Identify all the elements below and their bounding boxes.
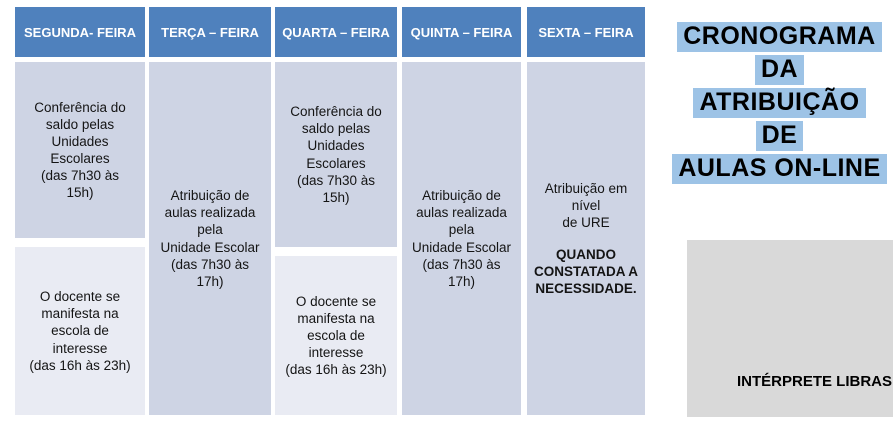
- column-terca: [149, 7, 271, 415]
- cell-terca: [149, 62, 271, 415]
- column-header-label: QUARTA – FEIRA: [282, 24, 390, 40]
- cell-text: Atribuição em nível de URE: [544, 180, 628, 230]
- cell-text: Atribuição de aulas realizada pela Unidade Escolar (das 7h30 às 17h): [411, 188, 512, 289]
- title-line: [664, 88, 895, 118]
- cell-emphasis-text: QUANDO CONSTATADA A NECESSIDADE.: [534, 247, 638, 297]
- column-header-sexta: [527, 7, 645, 57]
- column-header-segunda: [15, 7, 145, 57]
- title-highlight: DA: [755, 55, 804, 85]
- libras-interpreter-label: INTÉRPRETE LIBRAS: [736, 373, 892, 390]
- title-line: [664, 55, 895, 85]
- column-quinta: [402, 7, 521, 415]
- column-header-label: SEXTA – FEIRA: [538, 24, 634, 40]
- column-header-label: QUINTA – FEIRA: [410, 24, 513, 40]
- cell-quarta-tarde: [275, 256, 397, 415]
- title-highlight: ATRIBUIÇÃO: [693, 88, 865, 118]
- title-highlight: CRONOGRAMA: [677, 22, 882, 52]
- column-header-quinta: [402, 7, 521, 57]
- column-quarta: [275, 7, 397, 415]
- column-segunda: [15, 7, 145, 415]
- column-sexta: [527, 7, 645, 415]
- title-line: [664, 22, 895, 52]
- cell-text: O docente se manifesta na escola de interesse (das 16h às 23h): [285, 293, 387, 378]
- cell-sexta: [527, 62, 645, 415]
- title-line: [664, 121, 895, 151]
- cell-text: Conferência do saldo pelas Unidades Escolares (das 7h30 às 15h): [290, 104, 382, 205]
- column-header-terca: [149, 7, 271, 57]
- libras-interpreter-panel: [687, 240, 893, 417]
- cell-text: Atribuição de aulas realizada pela Unidade Escolar (das 7h30 às 17h): [160, 188, 260, 289]
- title-highlight: DE: [756, 121, 804, 151]
- column-header-quarta: [275, 7, 397, 57]
- page-title: [664, 22, 895, 187]
- cell-segunda-tarde: [15, 247, 145, 415]
- cell-quarta-manha: [275, 62, 397, 247]
- cell-segunda-manha: [15, 62, 145, 238]
- cell-text: O docente se manifesta na escola de interesse (das 16h às 23h): [29, 289, 131, 373]
- title-highlight: AULAS ON-LINE: [672, 154, 886, 184]
- column-header-label: TERÇA – FEIRA: [161, 24, 259, 40]
- column-header-label: SEGUNDA- FEIRA: [24, 24, 136, 40]
- cell-quinta: [402, 62, 521, 415]
- title-line: [664, 154, 895, 184]
- cell-text: Conferência do saldo pelas Unidades Escolares (das 7h30 às 15h): [34, 99, 126, 201]
